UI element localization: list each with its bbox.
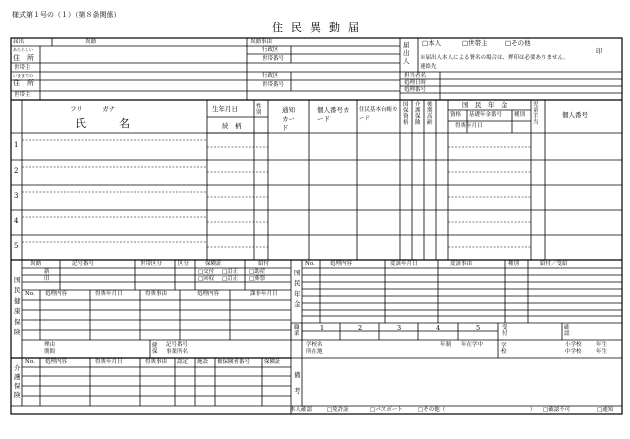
shogakko-nen-label: 年生 <box>596 342 608 348</box>
form-number: 様式第１号の（１）（第８条関係） <box>12 11 121 19</box>
kokuho-kyu-label: 旧 <box>44 276 50 282</box>
kokuho-ido-label: 異動 <box>30 261 42 267</box>
check-setainushi[interactable]: □世帯主 <box>462 39 488 47</box>
shokugyo-num-2: 2 <box>358 324 363 332</box>
footer-close-paren: ） <box>530 407 536 413</box>
kaigo-hihokensha-label: 被保険者番号 <box>217 359 251 365</box>
imamade-label: いままでの <box>13 73 33 78</box>
setainushi-new-label: 世帯主 <box>14 65 31 71</box>
uketsuke-label: 受付 <box>502 325 508 338</box>
kaigo-label: 介護保険 <box>415 102 421 127</box>
kokuho-circle-kazei-label: 課非年月日 <box>250 291 278 297</box>
kaigo-hokensho-label: 保険証 <box>264 359 281 365</box>
hokensho-opt-kofu[interactable]: □交付 <box>198 269 215 275</box>
birthdate-label: 生年月日 <box>212 105 238 113</box>
kokuho-riyu-label: 理由 <box>44 342 56 348</box>
hokensho-opt-kaishu[interactable]: □回収 <box>198 276 215 282</box>
kaigo-side-label: 介護保険 <box>14 364 21 400</box>
kaigo-tokuso-jiyu-label: 得喪事由 <box>145 359 168 365</box>
kokuho-kigo-label: 記号番号 <box>72 261 95 267</box>
shokugyo-num-1: 1 <box>320 324 325 332</box>
furigana-label: フリ ガナ <box>70 105 116 113</box>
kaigo-no-label: No. <box>25 359 35 365</box>
kyufu-opt-josan[interactable]: □助産 <box>249 269 266 275</box>
footer-kakunin-fuka[interactable]: □確認不可 <box>543 407 571 413</box>
ido-jiyu-label: 異動事由 <box>250 39 273 45</box>
seibetsu-label: 性別 <box>256 104 262 117</box>
signature-note: ※届出人本人による署名の場合は、押印は必要ありません。 <box>420 55 569 61</box>
tokuso-label: 得喪年月日 <box>455 123 483 129</box>
check-honnin[interactable]: □本人 <box>422 39 442 47</box>
kokuho-hokensho-label: 保険証 <box>205 261 222 267</box>
nensei-label: 年制 <box>440 342 452 348</box>
ido-label: 異動 <box>85 39 97 45</box>
zaigaku-label: 年在学中 <box>461 342 484 348</box>
kokuho-label: 国保資格 <box>403 102 409 127</box>
jusho-old-label: 住 所 <box>13 79 34 87</box>
shori-bi-label: 処理日時 <box>404 80 427 86</box>
nenkin-sub-kiso: 基礎年金番号 <box>469 112 503 118</box>
kakunin-label: 確認 <box>564 325 570 338</box>
kojin-bango-label: 個人番号 <box>562 111 588 119</box>
kaigo-shisetsu-label: 施設 <box>197 359 209 365</box>
kokuho-kakutoku-label: 世帯区分 <box>140 261 163 267</box>
shokugyo-num-4: 4 <box>436 324 441 332</box>
chugakko-nen-label: 年生 <box>596 349 608 355</box>
shogakko-label: 小学校 <box>565 342 582 348</box>
tanto-label: 担当者名 <box>404 73 427 79</box>
hokensho-opt-teisei2[interactable]: □訂正 <box>222 276 239 282</box>
kaigo-nintei-label: 認定 <box>177 359 189 365</box>
shimei-label: 氏 名 <box>75 117 130 130</box>
kokuho-kyufu-label: 給付 <box>258 261 270 267</box>
footer-honnin-label: 本人確認 <box>290 407 313 413</box>
gakko-label: 学校名 <box>306 342 323 348</box>
kaigo-shori-label: 処理内容 <box>45 359 68 365</box>
kaigo-tokuso-ymd-label: 得喪年月日 <box>95 359 123 365</box>
footer-menkyo[interactable]: □免許証 <box>327 407 349 413</box>
kokuho-kigo2-label: 記号番号 <box>166 342 189 348</box>
kokuho-circle-shori-label: 処理内容 <box>197 291 220 297</box>
chugakko-label: 中学校 <box>565 349 582 355</box>
setai-bango-label-old: 世帯番号 <box>262 82 285 88</box>
zokugara-label: 続 柄 <box>222 122 242 130</box>
shori-bango-label: 処理番号 <box>404 87 427 93</box>
todokede-label: 届出 <box>13 39 25 45</box>
kokuho-kubun-label: 区分 <box>178 261 190 267</box>
kokuho-shin-label: 新 <box>44 269 50 275</box>
nenkin-side-label: 国民年金 <box>294 269 301 309</box>
kokuho-side-label: 国民健康保険 <box>14 276 21 336</box>
nenkin-kyufu-label: 給付／受給 <box>540 261 568 267</box>
row-number-3: 3 <box>14 192 19 200</box>
gyoseiku-label-old: 行政区 <box>262 73 279 79</box>
koki-label: 後期高齢 <box>427 102 433 127</box>
todokedenin-label: 届出人 <box>403 41 410 65</box>
row-number-4: 4 <box>14 217 19 225</box>
footer-passport[interactable]: □パスポート <box>370 407 403 413</box>
setai-bango-label-new: 世帯番号 <box>262 56 285 62</box>
nenkin-sub-shubetsu: 種別 <box>514 112 526 118</box>
jido-label: 児童手当 <box>533 102 539 127</box>
nenkin-hendo-label: 変該年月日 <box>390 261 418 267</box>
kojin-card-label: 個人番号カード <box>317 106 350 124</box>
nenkin-no-label: No. <box>305 261 315 267</box>
check-sonota[interactable]: □その他 <box>505 39 531 47</box>
biko-label: 備考 <box>294 371 301 395</box>
contact-label: 連絡先 <box>420 64 437 70</box>
setainushi-old-label: 世帯主 <box>14 92 31 98</box>
kokuho-no-label: No. <box>25 291 35 297</box>
nenkin-sub-shikaku: 資格 <box>450 112 462 118</box>
kokuho-tokuso-jiyu-label: 得喪事由 <box>145 291 168 297</box>
row-number-1: 1 <box>14 141 19 149</box>
nenkin-shori-label: 処理内容 <box>330 261 353 267</box>
shozai-label: 所在地 <box>306 349 323 355</box>
form-title: 住民異動届 <box>272 21 367 34</box>
kokuho-koho-label: 健保 <box>152 343 158 356</box>
jusho-new-label: 住 所 <box>13 54 34 62</box>
shokugyo-label: 職業 <box>294 325 300 338</box>
footer-tsuchi[interactable]: □通知 <box>597 407 614 413</box>
row-number-2: 2 <box>14 167 19 175</box>
shokugyo-num-5: 5 <box>476 324 481 332</box>
kokuho-shori-label: 処理内容 <box>45 291 68 297</box>
hokensho-opt-teisei[interactable]: □訂正 <box>222 269 239 275</box>
kokuho-jigyosho-label: 事業所名 <box>166 349 189 355</box>
kokuho-tokuso-ymd-label: 得喪年月日 <box>95 291 123 297</box>
row-number-5: 5 <box>14 242 19 250</box>
tsuchi-card-label: 通知カード <box>282 106 295 133</box>
nenkin-label: 国 民 年 金 <box>462 101 508 109</box>
gyoseiku-label-new: 行政区 <box>262 47 279 53</box>
footer-sonota[interactable]: □その他（ <box>418 407 446 413</box>
juki-card-label: 住民基本台帳カード <box>359 107 398 122</box>
kyufu-opt-sosai[interactable]: □葬祭 <box>249 276 266 282</box>
atarashii-label: あたらしい <box>13 47 33 52</box>
gakko-side-label: 学校 <box>501 343 507 356</box>
kokuho-kikan-label: 期間 <box>44 349 56 355</box>
shokugyo-num-3: 3 <box>397 324 402 332</box>
nenkin-shubetsu-label: 種別 <box>508 261 520 267</box>
seal-label: 印 <box>596 47 603 55</box>
nenkin-hendo-jiyu-label: 変該事由 <box>450 261 473 267</box>
